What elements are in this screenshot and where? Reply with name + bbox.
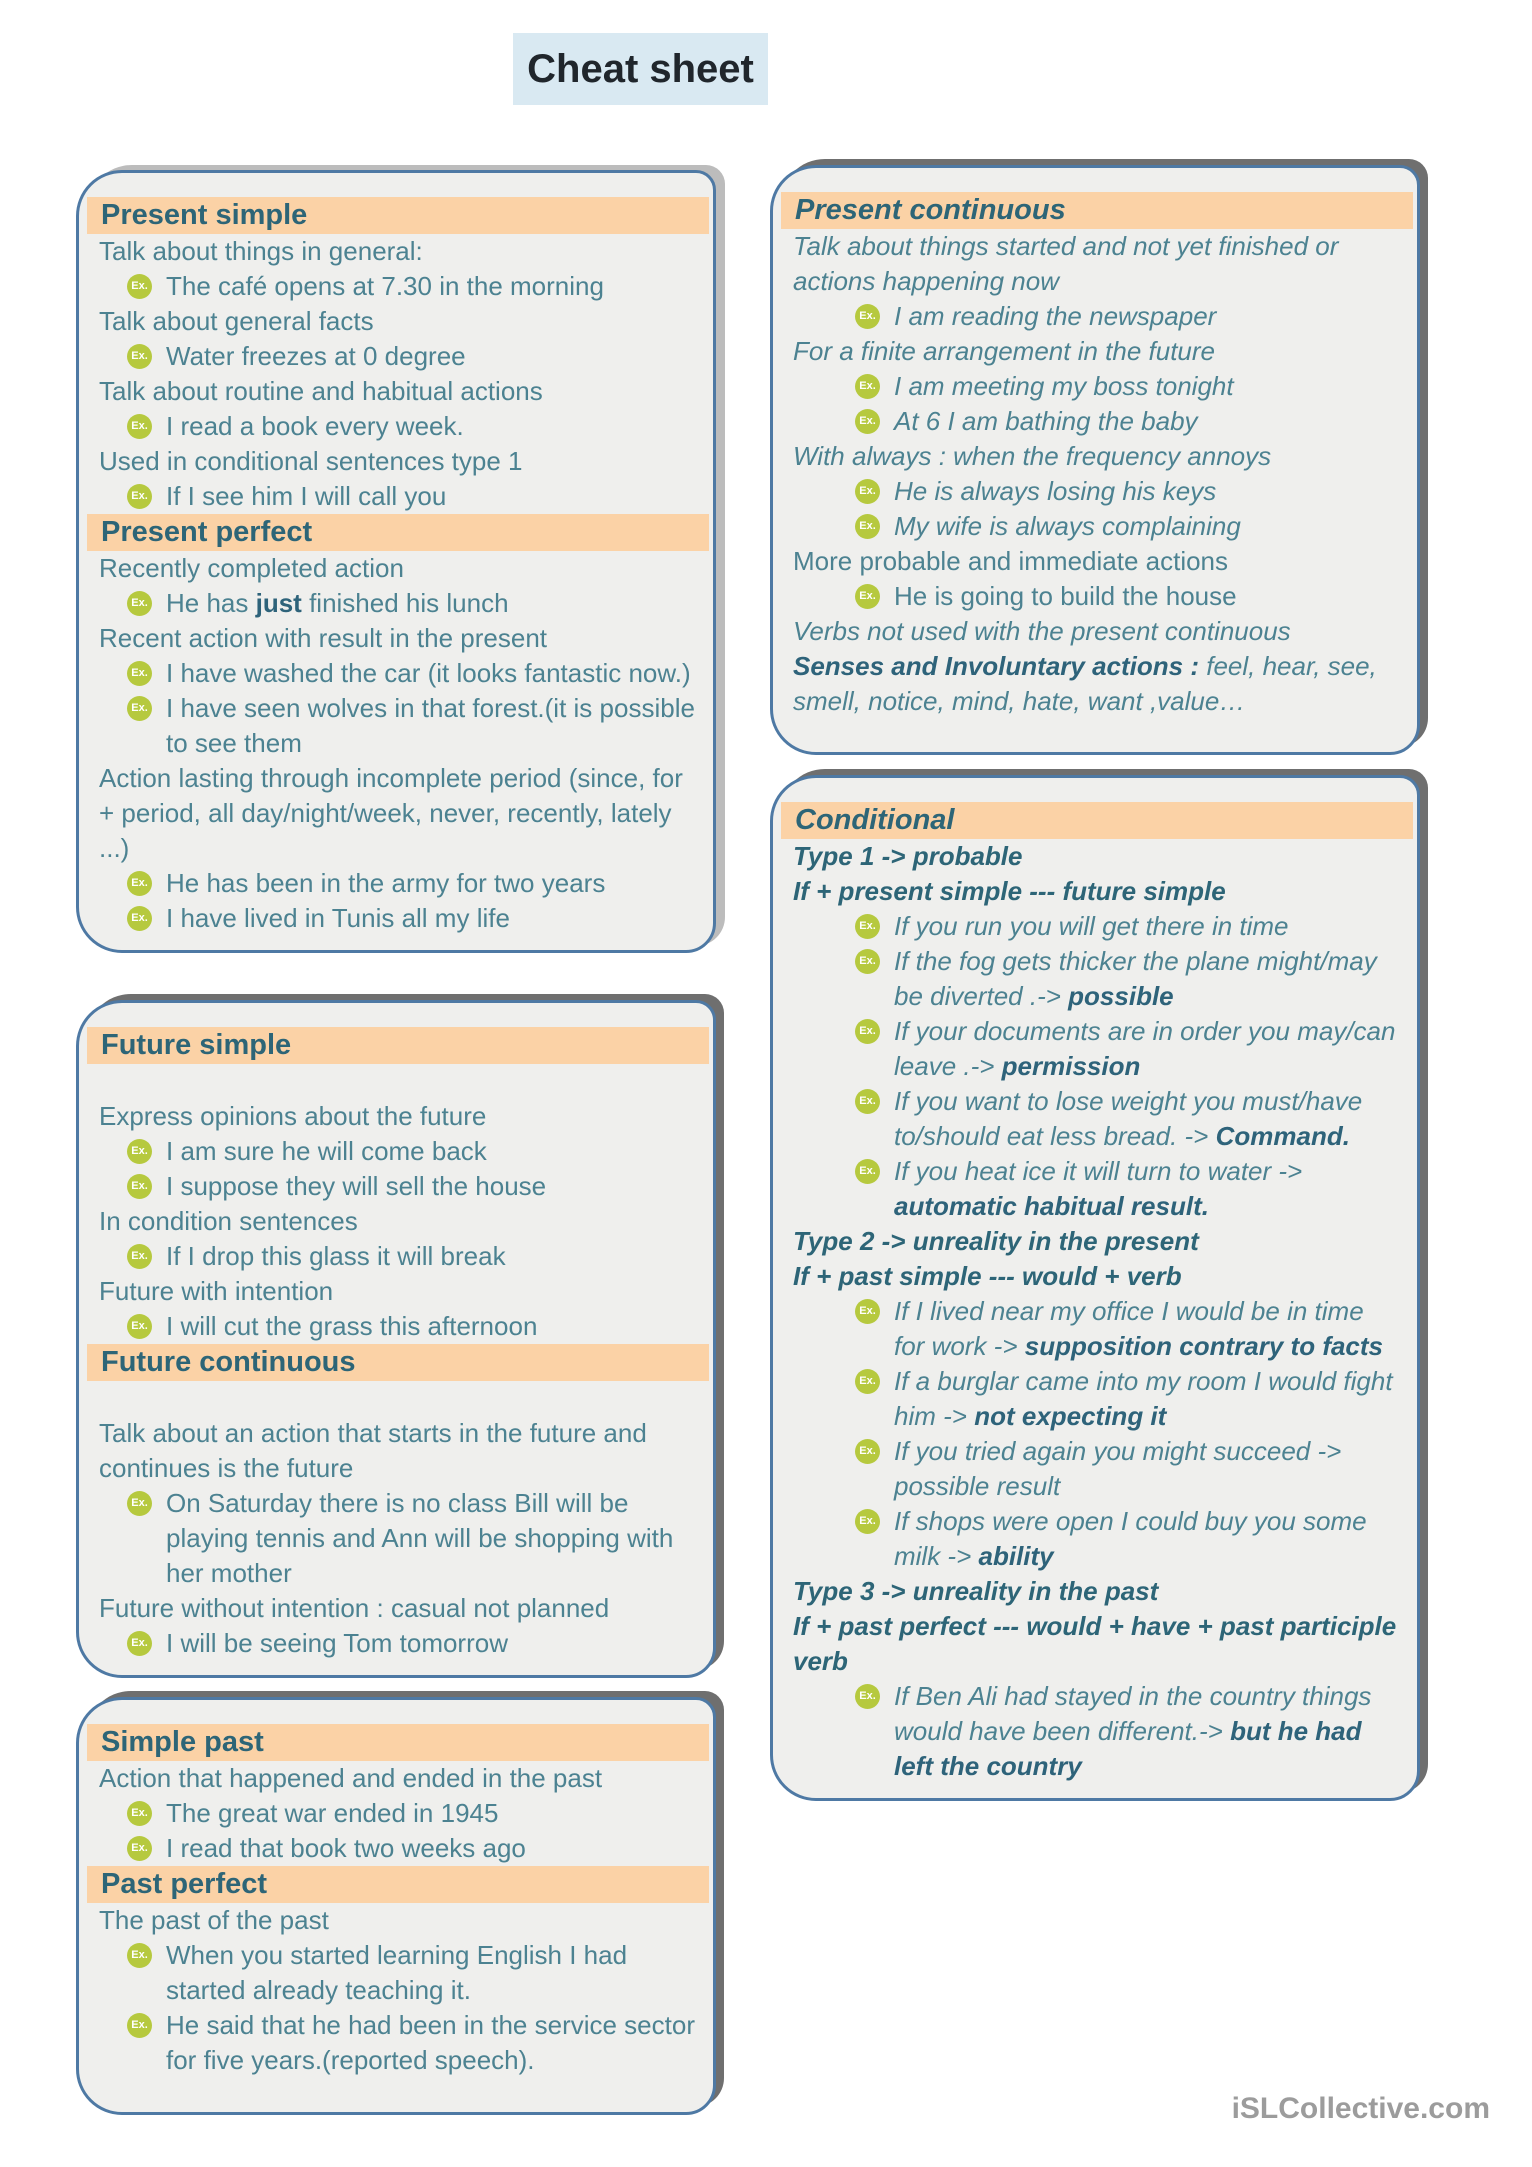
rule-line [773,334,1417,369]
example-text [166,1796,701,1831]
rule-line [79,374,713,409]
text-segment: Action lasting through incomplete period (since, for + period, all day/night/week, never, recently, lately ...) [99,763,683,863]
present-continuous-box [770,165,1420,755]
rule-line [79,551,713,586]
example-line [79,339,713,374]
example-line [773,509,1417,544]
text-segment: Type 2 -> unreality in the present [793,1226,1199,1256]
example-bullet-icon: Ex. [127,1491,152,1516]
example-text [894,474,1405,509]
text-segment: If you run you will get there in time [894,911,1289,941]
example-text [166,656,701,691]
text-segment: The café opens at 7.30 in the morning [166,271,604,301]
example-text [894,1364,1405,1434]
example-bullet-icon: Ex. [855,304,880,329]
emphasis-text: permission [1001,1051,1141,1081]
text-segment: I have seen wolves in that forest.(it is possible to see them [166,693,695,758]
text-segment: Recent action with result in the present [99,623,548,653]
emphasis-text: automatic habitual result. [894,1191,1209,1221]
example-line [773,1434,1417,1504]
text-segment: I am reading the newspaper [894,301,1217,331]
text-segment: If shops were open I could buy you some milk -> [894,1506,1367,1571]
text-segment: He has [166,588,256,618]
text-segment: I read a book every week. [166,411,464,441]
example-bullet-icon: Ex. [855,514,880,539]
text-segment: With always : when the frequency annoys [793,441,1272,471]
text-segment: If you tried again you might succeed -> possible result [894,1436,1342,1501]
text-segment: Action that happened and ended in the past [99,1763,603,1793]
rule-line [79,234,713,269]
text-segment: He is always losing his keys [894,476,1217,506]
example-bullet-icon: Ex. [855,1439,880,1464]
text-segment: He is going to build the house [894,581,1237,611]
example-text [894,1679,1405,1784]
example-text [166,691,701,761]
rule-line [79,1761,713,1796]
spacer [79,1381,713,1416]
example-line [773,369,1417,404]
example-bullet-icon: Ex. [855,409,880,434]
example-line [773,1084,1417,1154]
example-bullet-icon: Ex. [127,1244,152,1269]
rule-line [79,1204,713,1239]
text-segment: Verbs not used with the present continuous [793,616,1291,646]
section-header: Simple past [87,1724,709,1761]
example-text [166,269,701,304]
text-segment: For a finite arrangement in the future [793,336,1216,366]
example-bullet-icon: Ex. [127,906,152,931]
text-segment: If your documents are in order you may/can leave .-> [894,1016,1396,1081]
section-header: Present continuous [781,192,1413,229]
rule-line [79,304,713,339]
text-segment: More probable and immediate actions [793,546,1229,576]
example-text [894,1504,1405,1574]
example-text [166,901,701,936]
rule-line [79,1099,713,1134]
example-text [166,1626,701,1661]
example-line [773,299,1417,334]
example-line [773,1154,1417,1224]
example-bullet-icon: Ex. [855,949,880,974]
text-segment: I suppose they will sell the house [166,1171,547,1201]
example-line [773,1294,1417,1364]
example-line [79,1626,713,1661]
example-line [79,691,713,761]
example-line [79,586,713,621]
rule-line [79,1416,713,1486]
example-text [166,1134,701,1169]
example-bullet-icon: Ex. [127,2013,152,2038]
example-text [894,509,1405,544]
conditional-box [770,775,1420,1801]
example-line [79,1134,713,1169]
example-bullet-icon: Ex. [855,374,880,399]
example-line [79,866,713,901]
example-bullet-icon: Ex. [127,1314,152,1339]
text-segment: If + present simple --- future simple [793,876,1226,906]
example-text [166,479,701,514]
example-text [894,1294,1405,1364]
text-segment: When you started learning English I had started already teaching it. [166,1940,628,2005]
example-bullet-icon: Ex. [127,1174,152,1199]
example-bullet-icon: Ex. [855,1089,880,1114]
present-simple-perfect-box [76,170,716,953]
example-bullet-icon: Ex. [855,479,880,504]
example-line [79,1938,713,2008]
example-bullet-icon: Ex. [127,591,152,616]
rule-line [79,761,713,866]
example-bullet-icon: Ex. [855,1159,880,1184]
example-bullet-icon: Ex. [127,344,152,369]
emphasis-text: just [255,588,302,618]
text-segment: Future with intention [99,1276,334,1306]
example-line [773,474,1417,509]
emphasis-text: ability [978,1541,1054,1571]
example-text [166,1169,701,1204]
spacer [79,1064,713,1099]
example-bullet-icon: Ex. [127,1943,152,1968]
subheader-line [773,874,1417,909]
watermark: iSLCollective.com [1231,2092,1490,2125]
example-line [773,1014,1417,1084]
example-line [773,1679,1417,1784]
text-segment: Future without intention : casual not planned [99,1593,610,1623]
subheader-line [773,839,1417,874]
text-segment: Water freezes at 0 degree [166,341,466,371]
example-line [79,1239,713,1274]
example-text [894,909,1405,944]
example-line [773,1504,1417,1574]
example-text [166,866,701,901]
section-header: Future continuous [87,1344,709,1381]
example-bullet-icon: Ex. [855,1019,880,1044]
section-header: Conditional [781,802,1413,839]
example-line [79,479,713,514]
example-line [773,909,1417,944]
example-line [79,901,713,936]
section-header: Future simple [87,1027,709,1064]
text-segment: I have lived in Tunis all my life [166,903,510,933]
text-segment: My wife is always complaining [894,511,1241,541]
text-segment: I am meeting my boss tonight [894,371,1234,401]
example-bullet-icon: Ex. [855,1684,880,1709]
future-simple-continuous-box [76,1000,716,1678]
text-segment: Talk about routine and habitual actions [99,376,543,406]
emphasis-text: not expecting it [974,1401,1167,1431]
rule-line [773,439,1417,474]
example-line [79,2008,713,2078]
example-text [166,586,701,621]
example-bullet-icon: Ex. [127,1139,152,1164]
section-header: Present perfect [87,514,709,551]
example-line [773,1364,1417,1434]
example-text [894,944,1405,1014]
text-segment: If the fog gets thicker the plane might/may be diverted .-> [894,946,1377,1011]
example-text [894,1154,1405,1224]
text-segment: On Saturday there is no class Bill will be playing tennis and Ann will be shopping with her mother [166,1488,674,1588]
example-line [79,1486,713,1591]
example-bullet-icon: Ex. [127,414,152,439]
text-segment: I will cut the grass this afternoon [166,1311,538,1341]
text-segment: If I drop this glass it will break [166,1241,506,1271]
text-segment: I read that book two weeks ago [166,1833,526,1863]
example-bullet-icon: Ex. [127,696,152,721]
example-bullet-icon: Ex. [127,661,152,686]
example-text [166,409,701,444]
example-text [166,1309,701,1344]
rule-line [79,444,713,479]
text-segment: I will be seeing Tom tomorrow [166,1628,508,1658]
example-text [166,1486,701,1591]
emphasis-text: but he had left the country [894,1716,1362,1781]
rule-line [79,1591,713,1626]
text-segment: The past of the past [99,1905,329,1935]
section-header: Past perfect [87,1866,709,1903]
example-text [166,339,701,374]
rule-line [773,614,1417,649]
text-segment: If Ben Ali had stayed in the country things would have been different.-> [894,1681,1372,1746]
text-segment: If a burglar came into my room I would fight him -> [894,1366,1393,1431]
text-segment: If + past perfect --- would + have + past participle verb [793,1611,1397,1676]
emphasis-text: possible [1068,981,1174,1011]
example-line [79,409,713,444]
emphasis-text: Command. [1215,1121,1350,1151]
emphasis-text: Senses and Involuntary actions : [793,651,1199,681]
text-segment: The great war ended in 1945 [166,1798,499,1828]
example-text [166,1239,701,1274]
text-segment: If you want to lose weight you must/have to/should eat less bread. -> [894,1086,1363,1151]
text-segment: Used in conditional sentences type 1 [99,446,523,476]
example-bullet-icon: Ex. [855,914,880,939]
text-segment: Type 1 -> probable [793,841,1023,871]
example-text [894,1434,1405,1504]
example-line [773,404,1417,439]
text-segment: I am sure he will come back [166,1136,487,1166]
example-bullet-icon: Ex. [127,484,152,509]
text-segment: Recently completed action [99,553,404,583]
example-text [894,1084,1405,1154]
example-text [894,1014,1405,1084]
example-text [894,404,1405,439]
example-bullet-icon: Ex. [855,1509,880,1534]
example-text [166,1831,701,1866]
text-segment: He has been in the army for two years [166,868,606,898]
text-segment: finished his lunch [301,588,509,618]
page-title: Cheat sheet [513,33,768,105]
simple-past-past-perfect-box [76,1697,716,2115]
text-segment: feel, hear, see, smell, notice, mind, hate, want ,value… [793,651,1377,716]
emphasis-text: supposition contrary to facts [1024,1331,1384,1361]
section-header: Present simple [87,197,709,234]
subheader-line [773,1259,1417,1294]
text-segment: If I lived near my office I would be in time for work -> [894,1296,1364,1361]
example-text [894,579,1405,614]
text-segment: I have washed the car (it looks fantastic now.) [166,658,691,688]
example-line [79,269,713,304]
example-text [166,2008,701,2078]
text-segment: If + past simple --- would + verb [793,1261,1182,1291]
rule-line [79,1274,713,1309]
example-bullet-icon: Ex. [855,584,880,609]
example-bullet-icon: Ex. [855,1299,880,1324]
subheader-line [773,1574,1417,1609]
example-bullet-icon: Ex. [127,1801,152,1826]
example-line [79,1831,713,1866]
subheader-line [773,1224,1417,1259]
example-text [166,1938,701,2008]
example-line [773,579,1417,614]
rule-line [79,1903,713,1938]
example-bullet-icon: Ex. [127,1631,152,1656]
text-segment: If I see him I will call you [166,481,447,511]
text-segment: Talk about things started and not yet finished or actions happening now [793,231,1339,296]
example-bullet-icon: Ex. [127,871,152,896]
example-bullet-icon: Ex. [855,1369,880,1394]
example-line [773,944,1417,1014]
example-bullet-icon: Ex. [127,1836,152,1861]
example-text [894,299,1405,334]
text-segment: At 6 I am bathing the baby [894,406,1198,436]
rule-line [79,621,713,656]
example-line [79,1796,713,1831]
text-segment: In condition sentences [99,1206,358,1236]
example-bullet-icon: Ex. [127,274,152,299]
example-line [79,1169,713,1204]
rule-line [773,649,1417,719]
text-segment: Talk about an action that starts in the future and continues is the future [99,1418,647,1483]
text-segment: If you heat ice it will turn to water -> [894,1156,1303,1186]
example-line [79,1309,713,1344]
text-segment: Express opinions about the future [99,1101,487,1131]
example-line [79,656,713,691]
text-segment: Talk about things in general: [99,236,423,266]
text-segment: He said that he had been in the service sector for five years.(reported speech). [166,2010,695,2075]
rule-line [773,229,1417,299]
text-segment: Talk about general facts [99,306,374,336]
subheader-line [773,1609,1417,1679]
text-segment: Type 3 -> unreality in the past [793,1576,1159,1606]
example-text [894,369,1405,404]
rule-line [773,544,1417,579]
